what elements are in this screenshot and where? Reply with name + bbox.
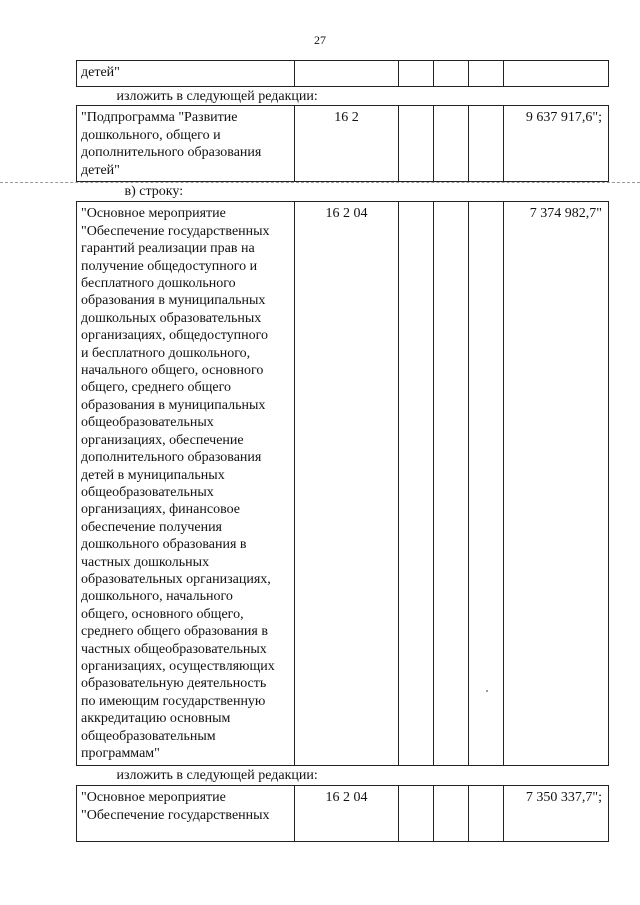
empty-cell xyxy=(434,61,469,87)
table-row-continued xyxy=(77,61,609,87)
name-line: организациях, финансовое xyxy=(81,502,240,518)
name-line: начального общего, основного xyxy=(81,363,264,379)
amount-cell xyxy=(504,61,609,87)
instruction-text: изложить в следующей редакции: xyxy=(116,89,318,104)
empty-cell xyxy=(434,106,469,182)
name-line: дополнительного образования xyxy=(81,145,262,161)
instruction-cell xyxy=(77,182,609,202)
name-line: организациях, осуществляющих xyxy=(81,658,275,674)
name-line: частных общеобразовательных xyxy=(81,641,267,657)
empty-cell xyxy=(399,202,434,766)
instruction-cell xyxy=(77,766,609,786)
name-line: "Обеспечение государственных xyxy=(81,223,270,239)
name-line: дошкольных образовательных xyxy=(81,310,262,326)
instruction-row xyxy=(77,182,609,202)
name-cell xyxy=(77,106,295,182)
name-line: дополнительного образования xyxy=(81,450,262,466)
name-line: "Обеспечение государственных xyxy=(81,807,270,823)
code-cell: 16 2 04 xyxy=(295,786,399,842)
table-row-measure-old xyxy=(77,202,609,766)
amount-cell: 9 637 917,6"; xyxy=(504,106,609,182)
name-line: дошкольного, общего и xyxy=(81,127,221,143)
name-line: среднего общего образования в xyxy=(81,624,268,640)
name-line: детей в муниципальных xyxy=(81,467,225,483)
instruction-text: изложить в следующей редакции: xyxy=(116,768,318,784)
name-line: "Подпрограмма "Развитие xyxy=(81,110,238,126)
name-line: бесплатного дошкольного xyxy=(81,276,236,292)
name-line: образовательных организациях, xyxy=(81,571,271,587)
empty-cell xyxy=(469,61,504,87)
name-line: образовательную деятельность xyxy=(81,676,267,692)
name-line: детей" xyxy=(81,65,120,80)
name-cell xyxy=(77,61,295,87)
empty-cell xyxy=(469,786,504,842)
amount-cell: 7 350 337,7"; xyxy=(504,786,609,842)
page-number: 27 xyxy=(314,33,326,47)
name-line: получение общедоступного и xyxy=(81,258,258,274)
empty-cell xyxy=(399,61,434,87)
instruction-row xyxy=(77,766,609,786)
name-line: и бесплатного дошкольного, xyxy=(81,345,251,361)
empty-cell xyxy=(434,786,469,842)
name-line: по имеющим государственную xyxy=(81,693,266,709)
amount-cell: 7 374 982,7" xyxy=(504,202,609,766)
code-cell: 16 2 xyxy=(295,106,399,182)
instruction-cell xyxy=(77,87,609,106)
code-cell: 16 2 04 xyxy=(295,202,399,766)
name-line: "Основное мероприятие xyxy=(81,790,226,806)
instruction-row xyxy=(77,87,609,106)
empty-cell xyxy=(434,202,469,766)
empty-cell xyxy=(469,202,504,766)
name-line: гарантий реализации прав на xyxy=(81,241,255,257)
name-line: "Основное мероприятие xyxy=(81,206,226,222)
name-line: частных дошкольных xyxy=(81,554,210,570)
name-line: детей" xyxy=(81,162,120,178)
name-line: общеобразовательных xyxy=(81,415,214,431)
name-line: общеобразовательных xyxy=(81,484,214,500)
name-line: организациях, обеспечение xyxy=(81,432,244,448)
name-line: организациях, общедоступного xyxy=(81,328,269,344)
table-row-measure-new xyxy=(77,786,609,842)
name-line: общего, основного общего, xyxy=(81,606,244,622)
empty-cell xyxy=(469,106,504,182)
budget-table xyxy=(76,60,609,842)
empty-cell xyxy=(399,106,434,182)
name-line: общеобразовательным xyxy=(81,728,216,744)
name-line: образования в муниципальных xyxy=(81,397,266,413)
name-cell xyxy=(77,786,295,842)
name-line: программам" xyxy=(81,746,160,761)
name-line: образования в муниципальных xyxy=(81,293,266,309)
table-row-subprogram xyxy=(77,106,609,182)
name-line: дошкольного, начального xyxy=(81,589,233,605)
name-line: дошкольного образования в xyxy=(81,537,247,553)
name-line: обеспечение получения xyxy=(81,519,222,535)
empty-cell xyxy=(399,786,434,842)
instruction-text: в) строку: xyxy=(124,184,184,200)
name-line: общего, среднего общего xyxy=(81,380,231,396)
code-cell xyxy=(295,61,399,87)
name-line: аккредитацию основным xyxy=(81,711,231,727)
name-cell xyxy=(77,202,295,766)
